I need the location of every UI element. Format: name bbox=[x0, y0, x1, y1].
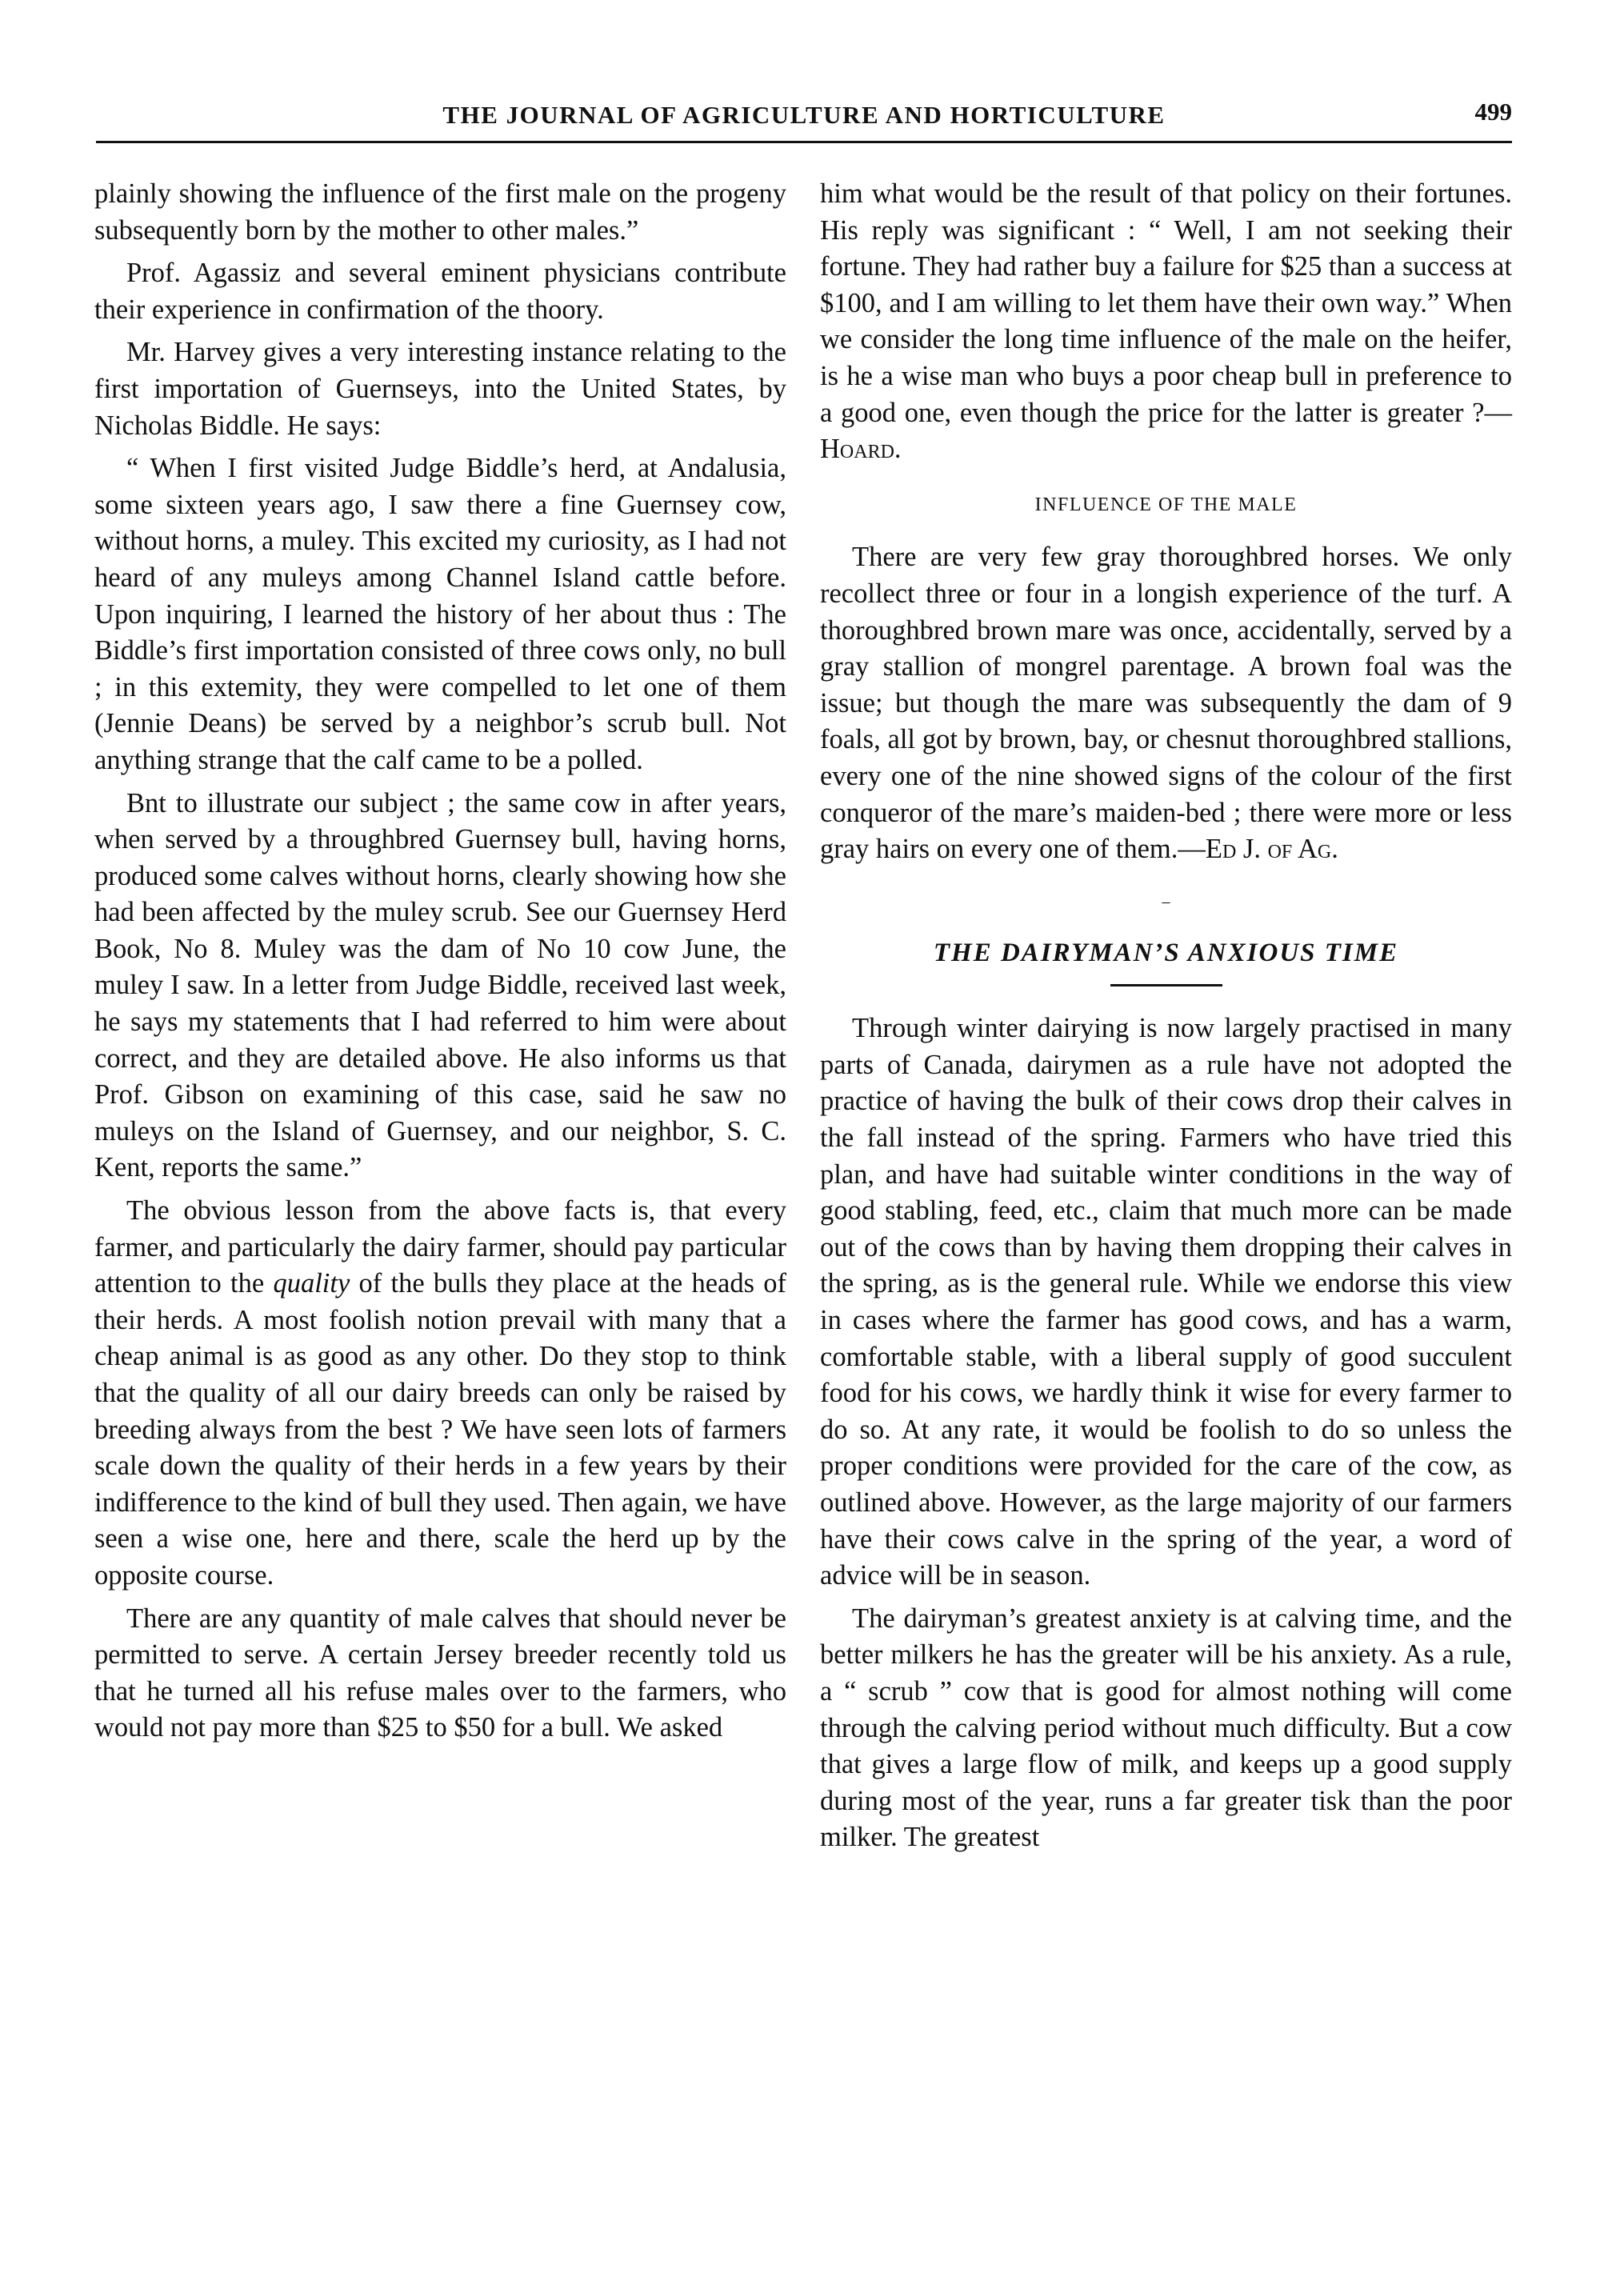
page-number: 499 bbox=[1474, 98, 1512, 126]
paragraph-text: The obvious lesson from the above facts is, that every farmer, and particularly the dairy farmer, should pay particular attention to the bbox=[94, 1195, 786, 1299]
paragraph bbox=[94, 1193, 786, 1595]
paragraph-text: of the bulls they place at the heads of their herds. A most foolish notion prevail with many that a cheap animal is as good as any other. Do they stop to think that the quality of all our dairy breeds can only be raised by breeding always from the best ? We have seen lots of farmers scale down the quality of their herds in a few years by their indifference to the kind of bull they used. Then again, we have seen a wise one, here and there, scale the herd up by the opposite course. bbox=[94, 1268, 786, 1591]
quoted-paragraph: “ When I first visited Judge Biddle’s herd, at Andalusia, some sixteen years ago, I saw there a fine Guernsey cow, without horns, a muley. This excited my curiosity, as I had not heard of any muleys among Channel Island cattle before. Upon inquiring, I learned the history of her about thus : The Biddle’s first importation consisted of three cows only, no bull ; in this extemity, they were compelled to let one of them (Jennie Deans) be served by a neighbor’s scrub bull. Not anything strange that the calf came to be a polled. bbox=[94, 453, 786, 775]
paragraph: Through winter dairying is now largely practised in many parts of Canada, dairymen as a rule have not adopted the practice of having the bulk of their cows drop their calves in the fall instead of the spring. Farmers who have tried this plan, and have had suitable winter conditions in the way of good stabling, feed, etc., claim that much more can be made out of the cows than by having them dropping their calves in the spring, as is the general rule. While we endorse this view in cases where the farmer has good cows, and has a warm, comfortable stable, with a liberal supply of good succulent food for his cows, we hardly think it wise for every farmer to do so. At any rate, it would be foolish to do so unless the proper conditions were provided for the care of the cow, as outlined above. However, as the large majority of our farmers have their cows calve in the spring of the year, a word of advice will be in season. bbox=[820, 1013, 1512, 1591]
paragraph bbox=[820, 176, 1512, 468]
paragraph-text: There are very few gray thoroughbred horses. We only recollect three or four in a longish experience of the turf. A thoroughbred brown mare was once, accidentally, served by a gray stallion of mongrel parentage. A brown foal was the issue; but though the mare was subsequently the dam of 9 foals, all got by brown, bay, or chesnut thoroughbred stallions, every one of the nine showed signs of the colour of the first conqueror of the mare’s maiden-bed ; there were more or less gray hairs on every one of them.— bbox=[820, 542, 1512, 865]
paragraph bbox=[820, 539, 1512, 867]
left-column bbox=[94, 176, 786, 1753]
paragraph: The dairyman’s greatest anxiety is at calving time, and the better milkers he has the greater will be his anxiety. As a rule, a “ scrub ” cow that is good for almost nothing will come through the calving period without much difficulty. But a cow that gives a large flow of milk, and keeps up a good supply during most of the year, runs a far greater tisk than the poor milker. The greatest bbox=[820, 1603, 1512, 1853]
right-column bbox=[820, 176, 1512, 1863]
subheading: INFLUENCE OF THE MALE bbox=[1034, 494, 1298, 515]
paragraph: Mr. Harvey gives a very interesting instance relating to the first importation of Guernseys, into the United States, by Nicholas Biddle. He says: bbox=[94, 337, 786, 441]
paragraph: Prof. Agassiz and several eminent physicians contribute their experience in confirmation of the thoory. bbox=[94, 258, 786, 325]
running-header bbox=[96, 96, 1512, 143]
signature: Hoard. bbox=[820, 434, 902, 465]
quoted-paragraph: Bnt to illustrate our subject ; the same cow in after years, when served by a throughbred Guernsey bull, having horns, produced some calves without horns, clearly showing how she had been affected by the muley scrub. See our Guernsey Herd Book, No 8. Muley was the dam of No 10 cow June, the muley I saw. In a letter from Judge Biddle, received last week, he says my statements that I had referred to him were about correct, and they are detailed above. He also informs us that Prof. Gibson on examining of this case, said he saw no muleys on the Island of Guernsey, and our neighbor, S. C. Kent, reports the same.” bbox=[94, 787, 786, 1183]
signature: Ed J. of Ag. bbox=[1205, 834, 1338, 865]
emphasized-word: quality bbox=[273, 1268, 350, 1299]
journal-title: THE JOURNAL OF AGRICULTURE AND HORTICULTURE bbox=[442, 101, 1166, 129]
article-title: THE DAIRYMAN’S ANXIOUS TIME bbox=[933, 938, 1399, 967]
paragraph: plainly showing the influence of the first male on the progeny subsequently born by the mother to other males.” bbox=[94, 178, 786, 246]
section-divider: – bbox=[1162, 892, 1170, 910]
title-rule bbox=[1110, 984, 1222, 986]
paragraph: There are any quantity of male calves that should never be permitted to serve. A certain Jersey breeder recently told us that he turned all his refuse males over to the farmers, who would not pay more than $25 to $50 for a bull. We asked bbox=[94, 1603, 786, 1743]
paragraph-text: him what would be the result of that policy on their fortunes. His reply was significant : “ Well, I am not seeking their fortune. They had rather buy a failure for $25 than a success at $100, and I am willing to let them have their own way.” When we consider the long time influence of the male on the heifer, is he a wise man who buys a poor cheap bull in preference to a good one, even though the price for the latter is greater ?— bbox=[820, 178, 1512, 428]
